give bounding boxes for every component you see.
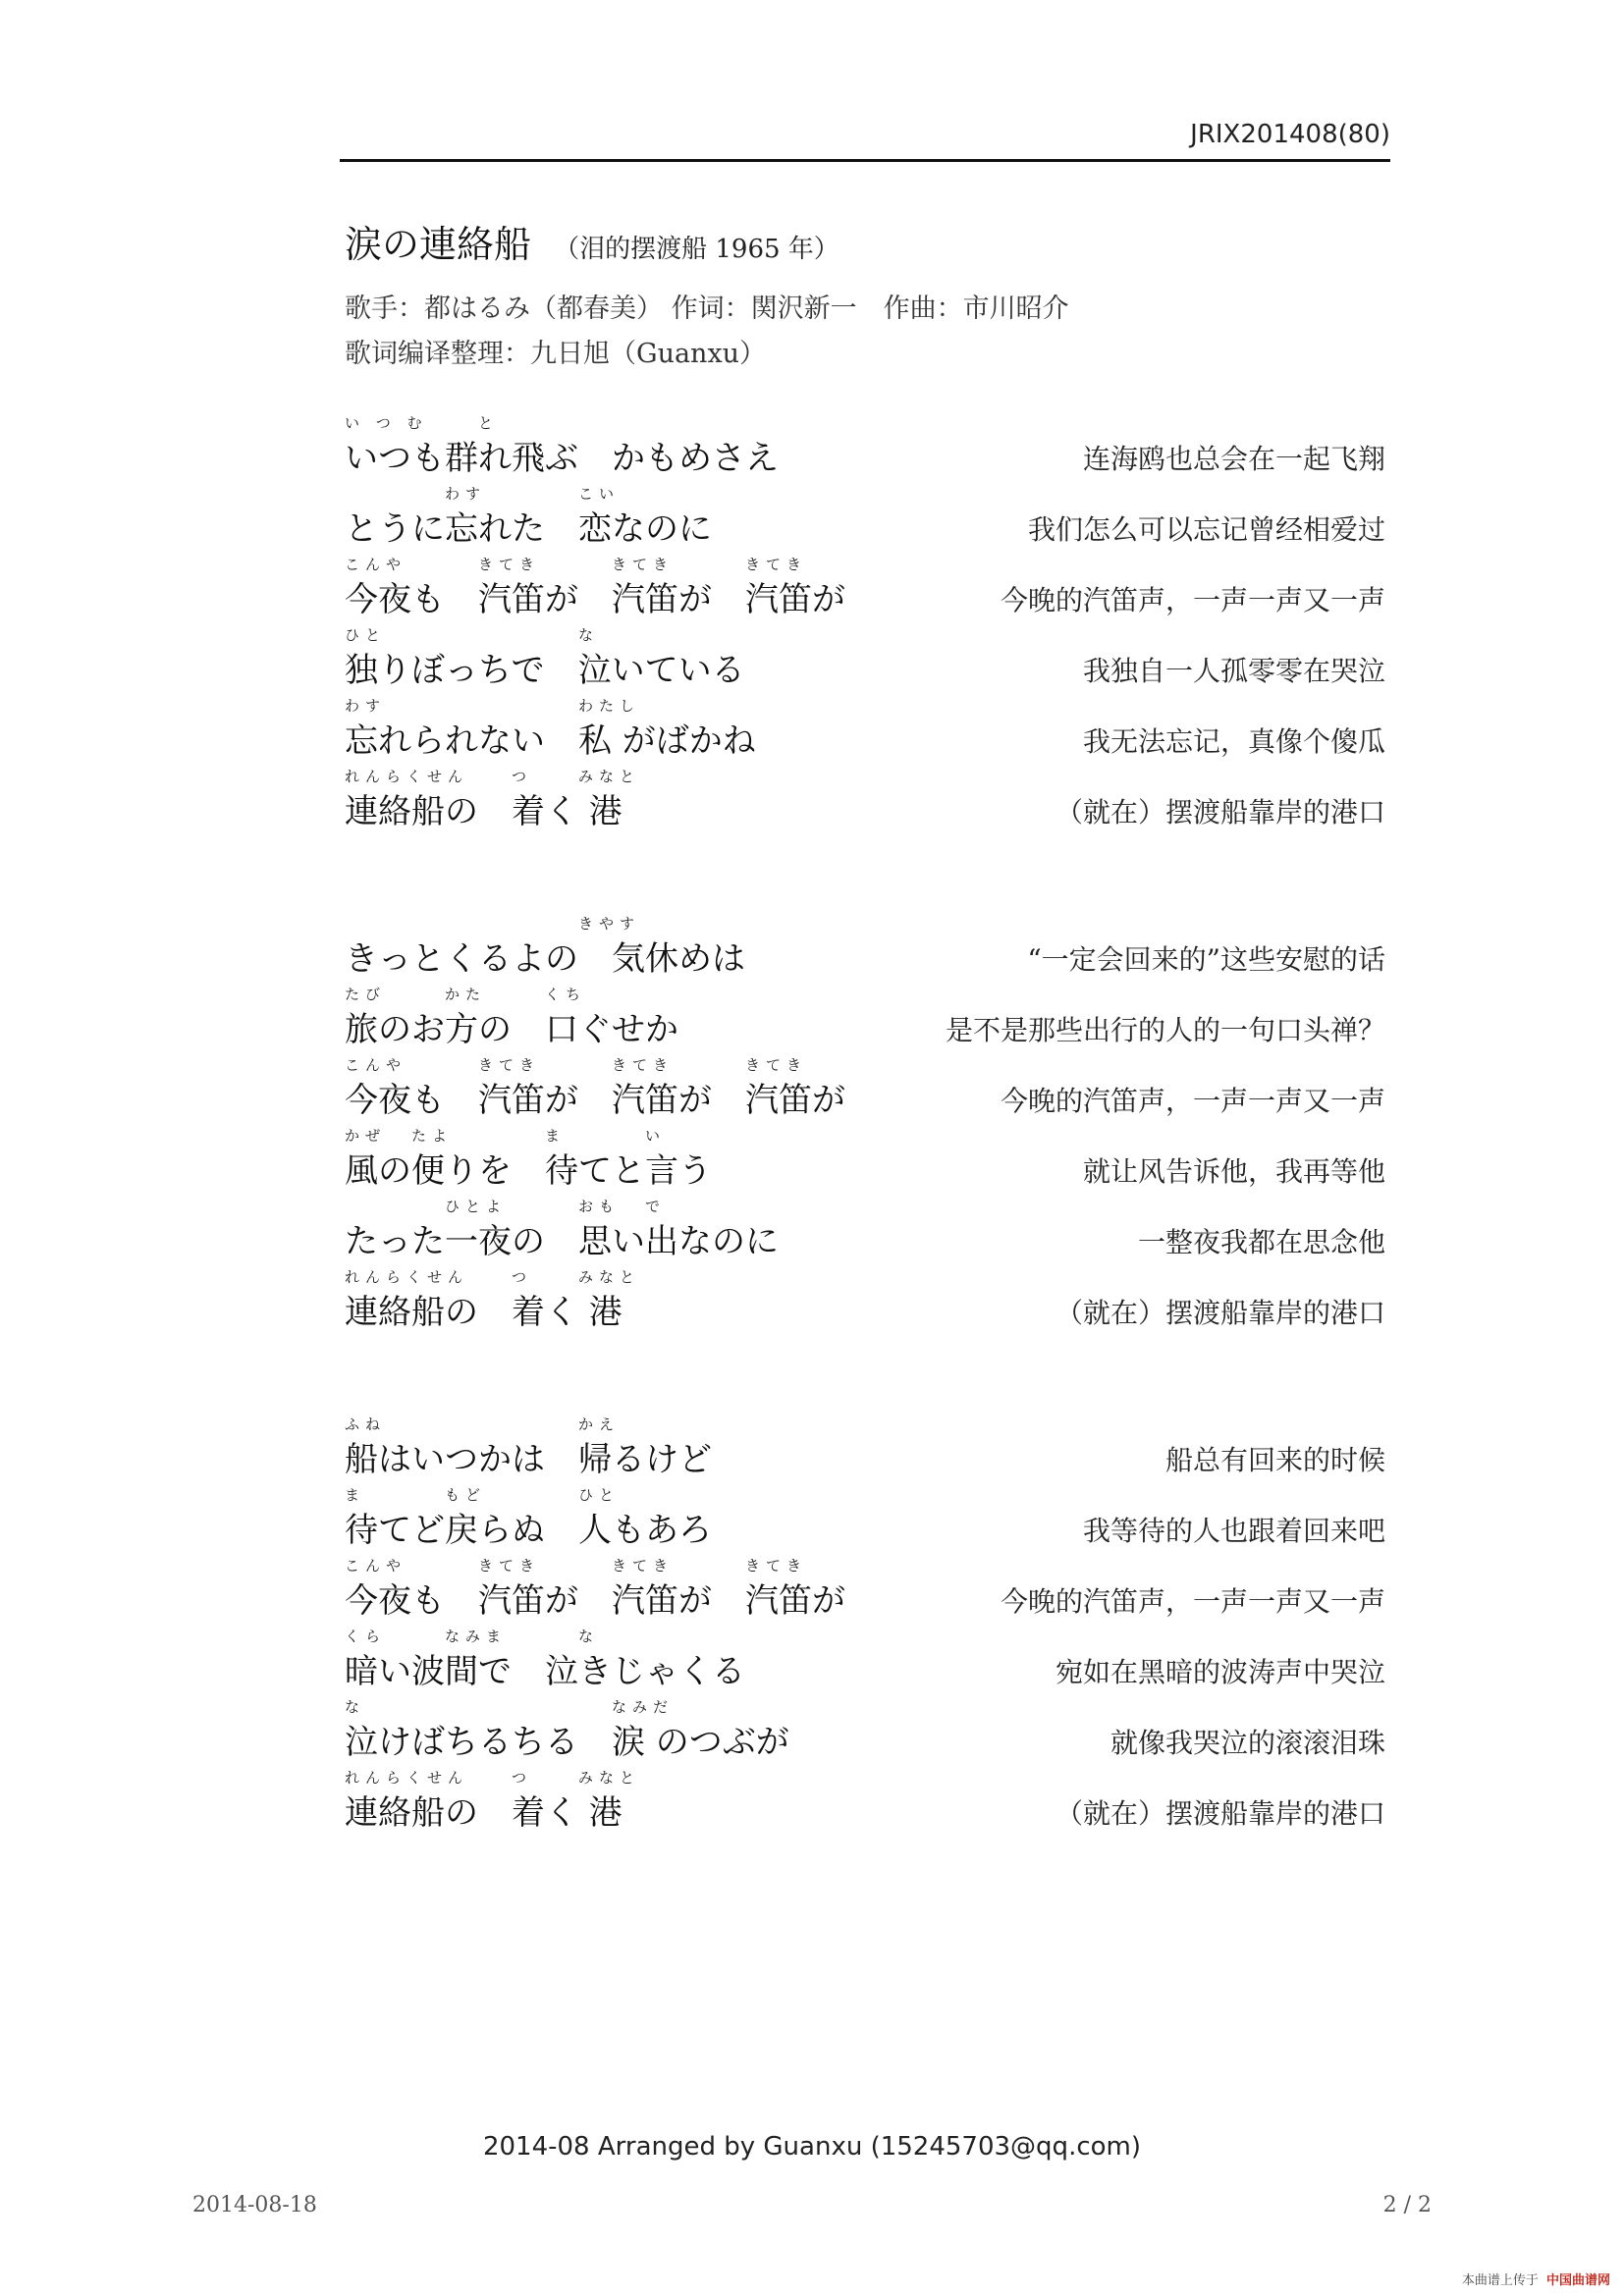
lyric-chinese-translation: （就在）摆渡船靠岸的港口	[1055, 1297, 1385, 1329]
lyric-chinese-translation: 就让风告诉他，我再等他	[1082, 1155, 1385, 1188]
furigana: みなと	[578, 768, 641, 785]
furigana: こい	[578, 485, 621, 503]
lyric-japanese: 今夜も 汽笛が 汽笛が 汽笛が	[345, 580, 845, 619]
furigana: もど	[445, 1486, 487, 1504]
furigana: で	[645, 1198, 667, 1215]
title-row	[345, 214, 839, 268]
furigana: ひと	[345, 626, 387, 644]
lyric-chinese-translation: 一整夜我都在思念他	[1137, 1226, 1385, 1258]
lyric-chinese-translation: 就像我哭泣的滚滚泪珠	[1110, 1727, 1385, 1759]
lyric-line	[345, 1266, 1385, 1337]
furigana: つ	[512, 1769, 533, 1787]
lyric-chinese-translation: 船总有回来的时候	[1164, 1444, 1385, 1476]
lyric-line	[345, 554, 1385, 624]
lyric-line	[345, 766, 1385, 836]
lyric-line	[345, 1767, 1385, 1838]
furigana: な	[578, 626, 600, 644]
lyric-chinese-translation: 连海鸥也总会在一起飞翔	[1082, 443, 1385, 475]
lyric-japanese: 連絡船の 着く 港	[345, 1293, 623, 1332]
furigana: い つ む	[345, 414, 428, 432]
furigana: きてき	[478, 556, 541, 573]
lyric-chinese-translation: （就在）摆渡船靠岸的港口	[1055, 1797, 1385, 1830]
lyric-line	[345, 1484, 1385, 1555]
credits-arranger: 歌词编译整理：九日旭（Guanxu）	[345, 339, 767, 369]
furigana: たよ	[411, 1127, 454, 1145]
furigana: なみだ	[612, 1698, 675, 1716]
furigana: ひと	[578, 1486, 621, 1504]
furigana: つ	[512, 1268, 533, 1286]
lyric-japanese: 風の便りを 待てと言う	[345, 1151, 712, 1191]
furigana: きてき	[478, 1557, 541, 1575]
verse-2	[345, 913, 1385, 1337]
verse-1	[345, 412, 1385, 836]
furigana: れんらくせん	[345, 1268, 469, 1286]
lyric-japanese: 連絡船の 着く 港	[345, 1793, 623, 1833]
furigana: つ	[512, 768, 533, 785]
furigana: きてき	[612, 556, 675, 573]
lyric-japanese: きっとくるよの 気休めは	[345, 939, 745, 979]
lyric-line	[345, 1196, 1385, 1266]
furigana: きてき	[612, 1056, 675, 1074]
furigana: わす	[345, 697, 387, 715]
lyric-line	[345, 1555, 1385, 1626]
lyric-line	[345, 1414, 1385, 1484]
lyric-japanese: 今夜も 汽笛が 汽笛が 汽笛が	[345, 1581, 845, 1621]
furigana: わす	[445, 485, 487, 503]
document-code: JRIX201408(80)	[1190, 120, 1390, 149]
lyric-japanese: 旅のお方の 口ぐせか	[345, 1010, 678, 1049]
watermark	[1462, 2269, 1610, 2288]
furigana: こんや	[345, 556, 407, 573]
lyric-line	[345, 913, 1385, 984]
furigana: ふね	[345, 1415, 387, 1433]
furigana: たび	[345, 986, 387, 1003]
furigana: い	[645, 1127, 667, 1145]
furigana: わたし	[578, 697, 641, 715]
furigana: おも	[578, 1198, 621, 1215]
lyric-line	[345, 984, 1385, 1054]
lyric-chinese-translation: 今晚的汽笛声，一声一声又一声	[1000, 1085, 1385, 1117]
lyric-line	[345, 1125, 1385, 1196]
lyric-chinese-translation: 我独自一人孤零零在哭泣	[1082, 655, 1385, 687]
lyric-chinese-translation: 宛如在黑暗的波涛声中哭泣	[1055, 1656, 1385, 1688]
header-rule	[340, 159, 1390, 162]
footer-page-number: 2 / 2	[1382, 2193, 1432, 2217]
footer-arranged-by: 2014-08 Arranged by Guanxu (15245703@qq.com)	[482, 2132, 1142, 2162]
lyric-japanese: 独りぼっちで 泣いている	[345, 651, 745, 690]
lyric-japanese: いつも群れ飛ぶ かもめさえ	[345, 439, 779, 478]
lyric-japanese: 船はいつかは 帰るけど	[345, 1440, 712, 1479]
furigana: きてき	[745, 1557, 808, 1575]
song-subtitle: （泪的摆渡船 1965 年）	[554, 235, 839, 264]
lyric-line	[345, 1696, 1385, 1767]
lyric-chinese-translation: 我们怎么可以忘记曾经相爱过	[1027, 513, 1385, 546]
furigana: れんらくせん	[345, 1769, 469, 1787]
furigana: きやす	[578, 915, 641, 933]
furigana: きてき	[478, 1056, 541, 1074]
lyric-japanese: 今夜も 汽笛が 汽笛が 汽笛が	[345, 1081, 845, 1120]
lyric-chinese-translation: “一定会回来的”这些安慰的话	[1027, 943, 1385, 976]
furigana: みなと	[578, 1268, 641, 1286]
furigana: ひとよ	[445, 1198, 508, 1215]
lyric-chinese-translation: 我等待的人也跟着回来吧	[1082, 1515, 1385, 1547]
furigana: きてき	[612, 1557, 675, 1575]
lyric-japanese: 暗い波間で 泣きじゃくる	[345, 1652, 745, 1691]
furigana: きてき	[745, 1056, 808, 1074]
furigana: くら	[345, 1628, 387, 1645]
furigana: こんや	[345, 1557, 407, 1575]
furigana: なみま	[445, 1628, 508, 1645]
watermark-brand: 中国曲谱网	[1545, 2273, 1610, 2288]
furigana: ま	[345, 1486, 366, 1504]
lyric-chinese-translation: （就在）摆渡船靠岸的港口	[1055, 796, 1385, 828]
lyric-chinese-translation: 是不是那些出行的人的一句口头禅？	[945, 1014, 1385, 1046]
lyric-chinese-translation: 今晚的汽笛声，一声一声又一声	[1000, 1585, 1385, 1618]
furigana: れんらくせん	[345, 768, 469, 785]
furigana: こんや	[345, 1056, 407, 1074]
lyric-japanese: とうに忘れた 恋なのに	[345, 509, 712, 549]
furigana: かぜ	[345, 1127, 387, 1145]
footer-date: 2014-08-18	[192, 2193, 317, 2217]
furigana: ま	[545, 1127, 567, 1145]
lyric-japanese: 泣けばちるちる 涙 のつぶが	[345, 1723, 789, 1762]
verse-3	[345, 1414, 1385, 1838]
lyric-japanese: 連絡船の 着く 港	[345, 792, 623, 831]
furigana: みなと	[578, 1769, 641, 1787]
lyric-line	[345, 624, 1385, 695]
song-title: 涙の連絡船	[345, 223, 532, 266]
furigana: かえ	[578, 1415, 621, 1433]
lyric-line	[345, 1626, 1385, 1696]
furigana: な	[578, 1628, 600, 1645]
lyric-line	[345, 1054, 1385, 1125]
lyric-line	[345, 483, 1385, 554]
lyric-line	[345, 695, 1385, 766]
lyric-japanese: 忘れられない 私 がばかね	[345, 721, 756, 761]
watermark-text: 本曲谱上传于	[1461, 2273, 1539, 2288]
furigana: かた	[445, 986, 487, 1003]
furigana: と	[478, 414, 500, 432]
lyric-line	[345, 412, 1385, 483]
lyric-japanese: 待てど戻らぬ 人もあろ	[345, 1511, 712, 1550]
lyric-japanese: たった一夜の 思い出なのに	[345, 1222, 779, 1261]
credits-singer-lyricist-composer: 歌手：都はるみ（都春美） 作词：関沢新一 作曲：市川昭介	[345, 294, 1069, 324]
furigana: きてき	[745, 556, 808, 573]
furigana: な	[345, 1698, 366, 1716]
furigana: くち	[545, 986, 587, 1003]
lyric-chinese-translation: 今晚的汽笛声，一声一声又一声	[1000, 584, 1385, 616]
lyric-chinese-translation: 我无法忘记，真像个傻瓜	[1082, 725, 1385, 758]
